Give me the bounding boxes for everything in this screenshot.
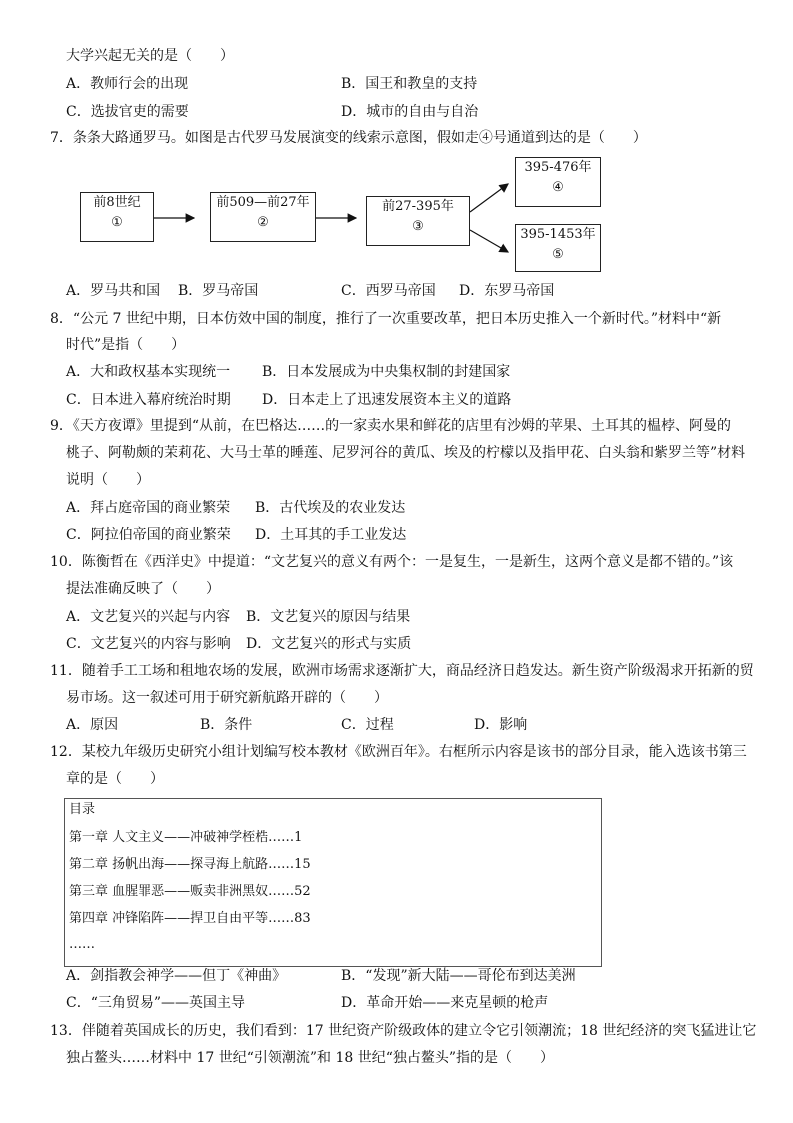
q7-option-b[interactable]: B．罗马帝国: [178, 283, 259, 299]
q11-option-c[interactable]: C．过程: [341, 717, 394, 733]
q8-option-c[interactable]: C．日本进入幕府统治时期: [66, 392, 231, 408]
arrow-3-4: [470, 184, 508, 212]
q9-stem-line3: 说明（ ）: [66, 472, 150, 488]
q12-option-c[interactable]: C．“三角贸易”——英国主导: [66, 995, 246, 1011]
q6-stem-tail: 大学兴起无关的是（ ）: [66, 48, 234, 64]
box-5-period: 395-1453年: [520, 227, 596, 242]
q10-option-a[interactable]: A．文艺复兴的兴起与内容: [66, 609, 231, 625]
q7-diagram-arrows: [0, 0, 793, 300]
q9-stem-line1: 9．《天方夜谭》里提到“从前，在巴格达……的一家卖水果和鲜花的店里有沙姆的苹果、土耳其的榅桲、阿曼的: [50, 418, 732, 434]
box-1-period: 前8世纪: [93, 195, 141, 210]
q8-option-a[interactable]: A．大和政权基本实现统一: [66, 364, 231, 380]
box-5-num: ⑤: [552, 247, 564, 262]
q11-option-a[interactable]: A．原因: [66, 717, 119, 733]
q7-option-c[interactable]: C．西罗马帝国: [341, 283, 436, 299]
q11-option-b[interactable]: B．条件: [200, 717, 253, 733]
q7-box-1: [80, 192, 154, 242]
toc-ellipsis: ……: [69, 937, 95, 952]
toc-title: 目录: [69, 802, 96, 817]
q13-stem-line2: 独占鳌头……材料中 17 世纪“引领潮流”和 18 世纪“独占鳌头”指的是（ ）: [66, 1050, 555, 1066]
q7-stem: 7．条条大路通罗马。如图是古代罗马发展演变的线索示意图，假如走④号通道到达的是（ ）: [50, 130, 647, 146]
q8-stem-line2: 时代”是指（ ）: [66, 337, 186, 353]
toc-entry-3: 第三章 血腥罪恶——贩卖非洲黑奴……52: [69, 884, 311, 899]
q9-option-a[interactable]: A．拜占庭帝国的商业繁荣: [66, 500, 231, 516]
q7-option-a[interactable]: A．罗马共和国: [66, 283, 161, 299]
q10-option-b[interactable]: B．文艺复兴的原因与结果: [246, 609, 411, 625]
q12-table-of-contents: [64, 798, 602, 967]
box-4-num: ④: [552, 180, 564, 195]
q7-box-3: [366, 196, 470, 246]
box-4-period: 395-476年: [524, 160, 592, 175]
q6-option-a[interactable]: A．教师行会的出现: [66, 76, 189, 92]
box-2-period: 前509—前27年: [216, 195, 310, 210]
box-3-period: 前27-395年: [382, 199, 454, 214]
q12-stem-line2: 章的是（ ）: [66, 771, 164, 787]
q8-stem-line1: 8．“公元 7 世纪中期，日本仿效中国的制度，推行了一次重要改革，把日本历史推入一个新时代。”材料中“新: [50, 311, 722, 327]
q12-option-a[interactable]: A．剑指教会神学——但丁《神曲》: [66, 968, 287, 984]
q11-stem-line2: 易市场。这一叙述可用于研究新航路开辟的（ ）: [66, 690, 388, 706]
q7-box-5: [515, 224, 601, 272]
q6-option-c[interactable]: C．选拔官吏的需要: [66, 104, 189, 120]
q9-stem-line2: 桃子、阿勒颇的茉莉花、大马士革的睡莲、尼罗河谷的黄瓜、埃及的柠檬以及指甲花、白头翁和紫罗兰等”材料: [66, 445, 746, 461]
box-1-num: ①: [111, 215, 123, 230]
q10-option-c[interactable]: C．文艺复兴的内容与影响: [66, 636, 231, 652]
q10-stem-line2: 提法准确反映了（ ）: [66, 581, 220, 597]
arrow-3-5: [470, 230, 508, 252]
q10-stem-line1: 10．陈衡哲在《西洋史》中提道：“文艺复兴的意义有两个：一是复生，一是新生，这两个意义是都不错的。”该: [50, 554, 734, 570]
q13-stem-line1: 13．伴随着英国成长的历史，我们看到：17 世纪资产阶级政体的建立令它引领潮流；18 世纪经济的突飞猛进让它: [50, 1023, 757, 1039]
q10-option-d[interactable]: D．文艺复兴的形式与实质: [246, 636, 412, 652]
q11-stem-line1: 11．随着手工工场和租地农场的发展，欧洲市场需求逐渐扩大，商品经济日趋发达。新生资产阶级渴求开拓新的贸: [50, 663, 754, 679]
q12-stem-line1: 12．某校九年级历史研究小组计划编写校本教材《欧洲百年》。右框所示内容是该书的部分目录，能入选该书第三: [50, 744, 747, 760]
q8-option-b[interactable]: B．日本发展成为中央集权制的封建国家: [262, 364, 511, 380]
q9-option-c[interactable]: C．阿拉伯帝国的商业繁荣: [66, 527, 231, 543]
q6-option-d[interactable]: D．城市的自由与自治: [341, 104, 479, 120]
q11-option-d[interactable]: D．影响: [474, 717, 528, 733]
box-2-num: ②: [257, 215, 269, 230]
toc-entry-1: 第一章 人文主义——冲破神学桎梏……1: [69, 830, 303, 845]
q9-option-b[interactable]: B．古代埃及的农业发达: [255, 500, 406, 516]
q12-option-b[interactable]: B．“发现”新大陆——哥伦布到达美洲: [341, 968, 576, 984]
toc-entry-4: 第四章 冲锋陷阵——捍卫自由平等……83: [69, 911, 311, 926]
q8-option-d[interactable]: D．日本走上了迅速发展资本主义的道路: [262, 392, 512, 408]
q7-box-2: [210, 192, 316, 242]
toc-entry-2: 第二章 扬帆出海——探寻海上航路……15: [69, 857, 311, 872]
q9-option-d[interactable]: D．土耳其的手工业发达: [255, 527, 407, 543]
q7-box-4: [515, 157, 601, 207]
q12-option-d[interactable]: D．革命开始——来克星顿的枪声: [341, 995, 549, 1011]
box-3-num: ③: [412, 219, 424, 234]
q6-option-b[interactable]: B．国王和教皇的支持: [341, 76, 478, 92]
q7-option-d[interactable]: D．东罗马帝国: [459, 283, 555, 299]
